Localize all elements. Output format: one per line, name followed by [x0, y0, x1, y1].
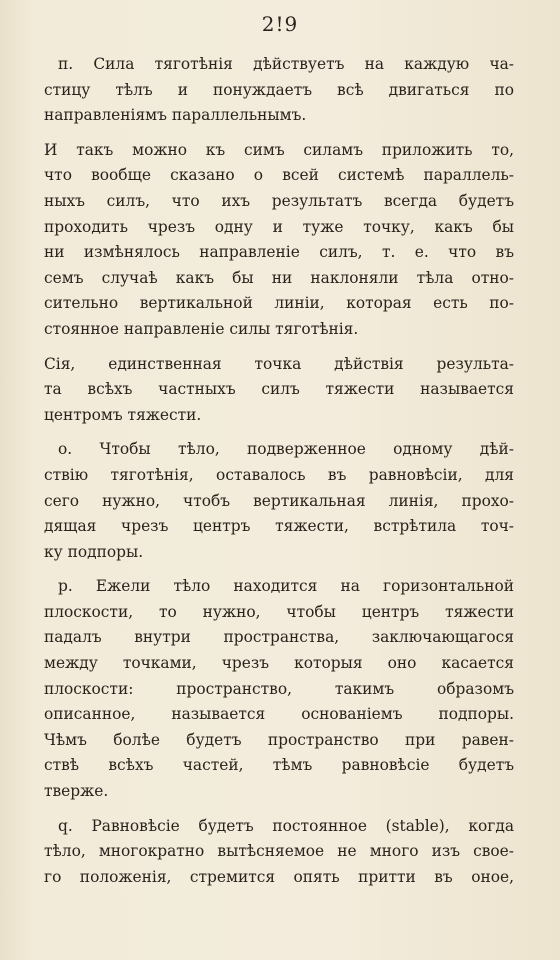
- text-line: ныхъ силъ, что ихъ результатъ всегда будетъ: [44, 191, 514, 210]
- text-line: стоянное направленіе силы тяготѣнія.: [44, 319, 359, 338]
- text-line: что вообще сказано о всей системѣ параллель-: [44, 166, 514, 185]
- text-line: между точками, чрезъ которыя оно касается: [44, 654, 514, 673]
- text-line: тѣло, многократно вытѣсняемое не много изъ свое-: [44, 842, 514, 861]
- paragraph-o: [44, 437, 514, 565]
- text-line: тверже.: [44, 782, 109, 801]
- text-line: сительно вертикальной линіи, которая есть по-: [44, 294, 514, 313]
- text-line: семъ случаѣ какъ бы ни наклоняли тѣла отно-: [44, 268, 514, 287]
- text-line: q. Равновѣсіе будетъ постоянное (stable), когда: [58, 816, 514, 835]
- text-line: И такъ можно къ симъ силамъ приложить то,: [44, 140, 514, 159]
- text-line: падалъ внутри пространства, заключающагося: [44, 628, 514, 647]
- text-line: проходить чрезъ одну и туже точку, какъ бы: [44, 217, 514, 236]
- paragraph-r: [44, 574, 514, 804]
- text-line: ку подпоры.: [44, 542, 144, 561]
- text-line: дящая чрезъ центръ тяжести, встрѣтила точ-: [44, 517, 514, 536]
- paragraph-n: [44, 52, 514, 129]
- text-line: плоскости, то нужно, чтобы центръ тяжести: [44, 602, 514, 621]
- text-line: ствію тяготѣнія, оставалось въ равновѣсіи, для: [44, 465, 514, 484]
- text-line: п. Сила тяготѣнія дѣйствуетъ на каждую ча-: [58, 55, 514, 73]
- text-line: плоскости: пространство, такимъ образомъ: [44, 679, 514, 698]
- page-text: [44, 52, 514, 899]
- paragraph-center-of-gravity: [44, 352, 514, 429]
- paragraph-parallel-forces: [44, 138, 514, 343]
- text-line: Сія, единственная точка дѣйствія результа-: [44, 354, 514, 373]
- page-number: 2!9: [261, 12, 299, 36]
- paragraph-q: [44, 814, 514, 891]
- text-line-with-term: описанное, называется основаніемъ подпоры.: [44, 705, 514, 724]
- text-line: го положенія, стремится опять притти въ оное,: [44, 867, 514, 886]
- text-line: Чѣмъ болѣе будетъ пространство при равен-: [44, 730, 514, 749]
- text-line: ствѣ всѣхъ частей, тѣмъ равновѣсіе будетъ: [44, 756, 514, 775]
- text-line: та всѣхъ частныхъ силъ тяжести называется: [44, 380, 514, 399]
- text-line: центромъ тяжести.: [44, 405, 202, 424]
- text-line: сего нужно, чтобъ вертикальная линія, прохо-: [44, 491, 514, 510]
- text-line: направленіямъ параллельнымъ.: [44, 106, 307, 125]
- text-line: р. Ежели тѣло находится на горизонтальной: [58, 577, 514, 596]
- text-line: ни измѣнялось направленіе силъ, т. е. что въ: [44, 243, 514, 262]
- text-line: стицу тѣлъ и понуждаетъ всѣ двигаться по: [44, 80, 514, 99]
- text-line: о. Чтобы тѣло, подверженное одному дѣй-: [58, 440, 514, 459]
